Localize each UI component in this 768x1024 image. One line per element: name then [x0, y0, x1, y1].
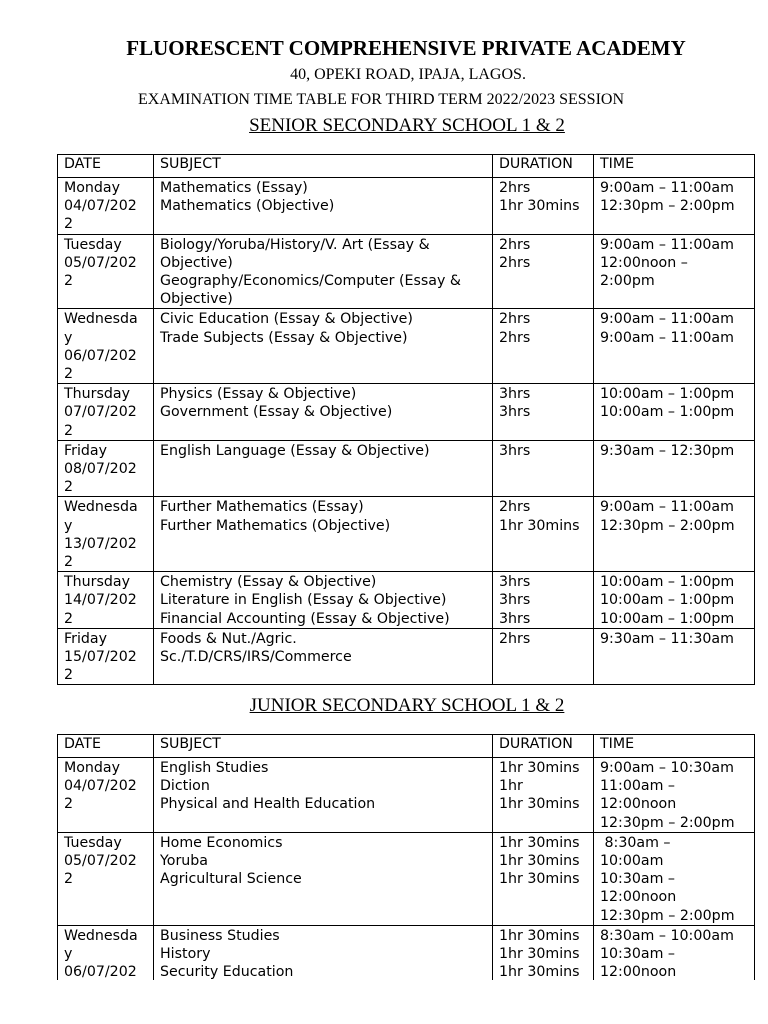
subject-cell-line: English Studies — [160, 760, 269, 776]
exam-title: EXAMINATION TIME TABLE FOR THIRD TERM 2022/2023 SESSION — [138, 91, 624, 108]
duration-cell-line: 3hrs — [499, 574, 531, 591]
duration-cell-line: 3hrs — [499, 442, 531, 459]
header-subject: SUBJECT — [154, 155, 493, 178]
date-cell-line: 05/07/202 — [64, 853, 137, 870]
duration-cell-line: 1hr 30mins — [499, 198, 580, 215]
subject-cell-line: Objective) — [160, 291, 233, 308]
subject-cell — [154, 758, 493, 833]
time-cell-line: 11:00am – — [600, 778, 676, 795]
date-cell — [58, 758, 154, 833]
date-cell-line: Tuesday — [64, 834, 122, 851]
header-time: TIME — [594, 155, 755, 178]
duration-cell — [493, 925, 594, 980]
time-cell-line: 2:00pm — [600, 273, 655, 290]
date-cell-line: 2 — [64, 479, 74, 496]
subject-cell-line: English Language (Essay & Objective) — [160, 442, 430, 459]
date-cell-line: 2 — [64, 554, 74, 571]
duration-cell-line: 1hr 30mins — [499, 853, 580, 870]
header-time: TIME — [594, 735, 755, 758]
subject-cell-line: Diction — [160, 778, 210, 795]
subject-cell-line: Sc./T.D/CRS/IRS/Commerce — [160, 649, 352, 666]
time-cell-line: 9:30am – 11:30am — [600, 630, 734, 647]
duration-cell-line: 1hr 30mins — [499, 871, 580, 888]
date-cell — [58, 925, 154, 980]
date-cell-line: Thursday — [64, 574, 130, 591]
duration-cell-line: 3hrs — [499, 610, 531, 627]
junior-body — [58, 758, 755, 981]
table-row — [58, 758, 755, 833]
duration-cell-line: 2hrs — [499, 499, 531, 516]
subject-cell-line: Chemistry (Essay & Objective) — [160, 574, 377, 591]
subject-cell-line: Mathematics (Essay) — [160, 180, 308, 196]
date-cell-line: Wednesda — [64, 927, 138, 944]
subject-cell-line: Yoruba — [160, 853, 208, 870]
date-cell-line: 2 — [64, 366, 74, 383]
duration-cell-line: 1hr 30mins — [499, 796, 580, 813]
subject-cell-line: Further Mathematics (Objective) — [160, 517, 391, 534]
duration-cell-line: 2hrs — [499, 329, 531, 346]
date-cell-line: 2 — [64, 796, 74, 813]
time-cell-line: 9:00am – 11:00am — [600, 499, 734, 516]
time-cell-line: 12:00noon — [600, 964, 677, 980]
date-cell-line: y — [64, 946, 73, 963]
date-cell-line: y — [64, 329, 73, 346]
subject-cell-line: Government (Essay & Objective) — [160, 404, 393, 421]
subject-cell-line: Foods & Nut./Agric. — [160, 630, 297, 647]
subject-cell-line: Trade Subjects (Essay & Objective) — [160, 329, 408, 346]
subject-cell-line: History — [160, 946, 211, 963]
date-cell-line: 05/07/202 — [64, 254, 137, 271]
school-name: FLUORESCENT COMPREHENSIVE PRIVATE ACADEMY — [126, 36, 686, 60]
date-cell-line: 2 — [64, 610, 74, 627]
date-cell-line: 04/07/202 — [64, 778, 137, 795]
date-cell-line: 15/07/202 — [64, 649, 137, 666]
duration-cell-line: 2hrs — [499, 236, 531, 253]
date-cell-line: 14/07/202 — [64, 592, 137, 609]
time-cell-line: 12:30pm – 2:00pm — [600, 814, 735, 831]
time-cell — [594, 925, 755, 980]
date-cell-line: Friday — [64, 630, 107, 647]
header-subject: SUBJECT — [154, 735, 493, 758]
duration-cell-line: 1hr 30mins — [499, 517, 580, 534]
duration-cell — [493, 758, 594, 833]
date-cell-line: Wednesda — [64, 499, 138, 516]
table-row — [58, 832, 755, 925]
time-cell-line: 9:00am – 11:00am — [600, 236, 734, 253]
duration-cell-line: 1hr 30mins — [499, 946, 580, 963]
time-cell-line: 10:30am – — [600, 871, 676, 888]
duration-cell-line: 1hr — [499, 778, 523, 795]
time-cell-line: 12:30pm – 2:00pm — [600, 907, 735, 924]
subject-cell-line: Financial Accounting (Essay & Objective) — [160, 610, 450, 627]
time-cell-line: 10:00am – 1:00pm — [600, 386, 735, 403]
date-cell-line: 04/07/202 — [64, 198, 137, 215]
time-cell-line: 9:00am – 11:00am — [600, 180, 734, 196]
subject-cell-line: Agricultural Science — [160, 871, 302, 888]
subject-cell-line: Mathematics (Objective) — [160, 198, 335, 215]
time-cell-line: 12:00noon — [600, 796, 677, 813]
header-duration: DURATION — [493, 155, 594, 178]
time-cell-line: 10:00am – 1:00pm — [600, 574, 735, 591]
header-duration: DURATION — [493, 735, 594, 758]
time-cell — [594, 832, 755, 925]
subject-cell-line: Physics (Essay & Objective) — [160, 386, 357, 403]
junior-section-title: JUNIOR SECONDARY SCHOOL 1 & 2 — [249, 695, 565, 716]
date-cell-line: 06/07/202 — [64, 964, 137, 980]
duration-cell-line: 3hrs — [499, 386, 531, 403]
date-cell-line: 2 — [64, 422, 74, 439]
school-address: 40, OPEKI ROAD, IPAJA, LAGOS. — [290, 66, 526, 83]
duration-cell-line: 3hrs — [499, 592, 531, 609]
date-cell-line: 2 — [64, 273, 74, 290]
time-cell-line: 10:00am – 1:00pm — [600, 610, 735, 627]
junior-timetable — [57, 734, 755, 980]
duration-cell-line: 2hrs — [499, 630, 531, 647]
time-cell-line: 8:30am – — [600, 834, 671, 851]
subject-cell-line: Home Economics — [160, 834, 283, 851]
date-cell-line: 08/07/202 — [64, 461, 137, 478]
time-cell-line: 12:30pm – 2:00pm — [600, 517, 735, 534]
duration-cell-line: 2hrs — [499, 180, 531, 196]
date-cell-line: Monday — [64, 760, 121, 776]
duration-cell-line: 2hrs — [499, 254, 531, 271]
time-cell-line: 9:00am – 11:00am — [600, 329, 734, 346]
date-cell-line: Monday — [64, 180, 121, 196]
date-cell-line: y — [64, 517, 73, 534]
time-cell-line: 10:00am – 1:00pm — [600, 404, 735, 421]
date-cell-line: Tuesday — [64, 236, 122, 253]
subject-cell-line: Further Mathematics (Essay) — [160, 499, 364, 516]
subject-cell-line: Civic Education (Essay & Objective) — [160, 311, 413, 328]
date-cell-line: 06/07/202 — [64, 347, 137, 364]
subject-cell-line: Geography/Economics/Computer (Essay & — [160, 273, 461, 290]
duration-cell-line: 1hr 30mins — [499, 834, 580, 851]
subject-cell-line: Physical and Health Education — [160, 796, 376, 813]
subject-cell — [154, 925, 493, 980]
subject-cell-line: Biology/Yoruba/History/V. Art (Essay & — [160, 236, 430, 253]
time-cell-line: 10:00am — [600, 853, 664, 870]
time-cell-line: 10:00am – 1:00pm — [600, 592, 735, 609]
time-cell — [594, 758, 755, 833]
date-cell-line: 2 — [64, 667, 74, 684]
date-cell-line: 07/07/202 — [64, 404, 137, 421]
date-cell-line: Thursday — [64, 386, 130, 403]
time-cell-line: 9:30am – 12:30pm — [600, 442, 735, 459]
duration-cell-line: 1hr 30mins — [499, 760, 580, 776]
time-cell-line: 12:00noon – — [600, 254, 688, 271]
time-cell-line: 10:30am – — [600, 946, 676, 963]
table-row — [58, 925, 755, 980]
time-cell-line: 8:30am – 10:00am — [600, 927, 734, 944]
date-cell-line: 2 — [64, 216, 74, 233]
subject-cell-line: Objective) — [160, 254, 233, 271]
header-date: DATE — [58, 735, 154, 758]
date-cell-line: 2 — [64, 871, 74, 888]
senior-section-title: SENIOR SECONDARY SCHOOL 1 & 2 — [249, 115, 565, 136]
duration-cell-line: 1hr 30mins — [499, 964, 580, 980]
subject-cell-line: Literature in English (Essay & Objective) — [160, 592, 447, 609]
time-cell-line: 12:00noon — [600, 889, 677, 906]
date-cell — [58, 832, 154, 925]
duration-cell-line: 1hr 30mins — [499, 927, 580, 944]
duration-cell-line: 2hrs — [499, 311, 531, 328]
duration-cell-line: 3hrs — [499, 404, 531, 421]
header-date: DATE — [58, 155, 154, 178]
date-cell-line: Wednesda — [64, 311, 138, 328]
junior-header-row — [58, 735, 755, 758]
time-cell-line: 9:00am – 10:30am — [600, 760, 734, 776]
subject-cell — [154, 832, 493, 925]
date-cell-line: 13/07/202 — [64, 535, 137, 552]
time-cell-line: 12:30pm – 2:00pm — [600, 198, 735, 215]
duration-cell — [493, 832, 594, 925]
subject-cell-line: Security Education — [160, 964, 294, 980]
date-cell-line: Friday — [64, 442, 107, 459]
subject-cell-line: Business Studies — [160, 927, 280, 944]
time-cell-line: 9:00am – 11:00am — [600, 311, 734, 328]
